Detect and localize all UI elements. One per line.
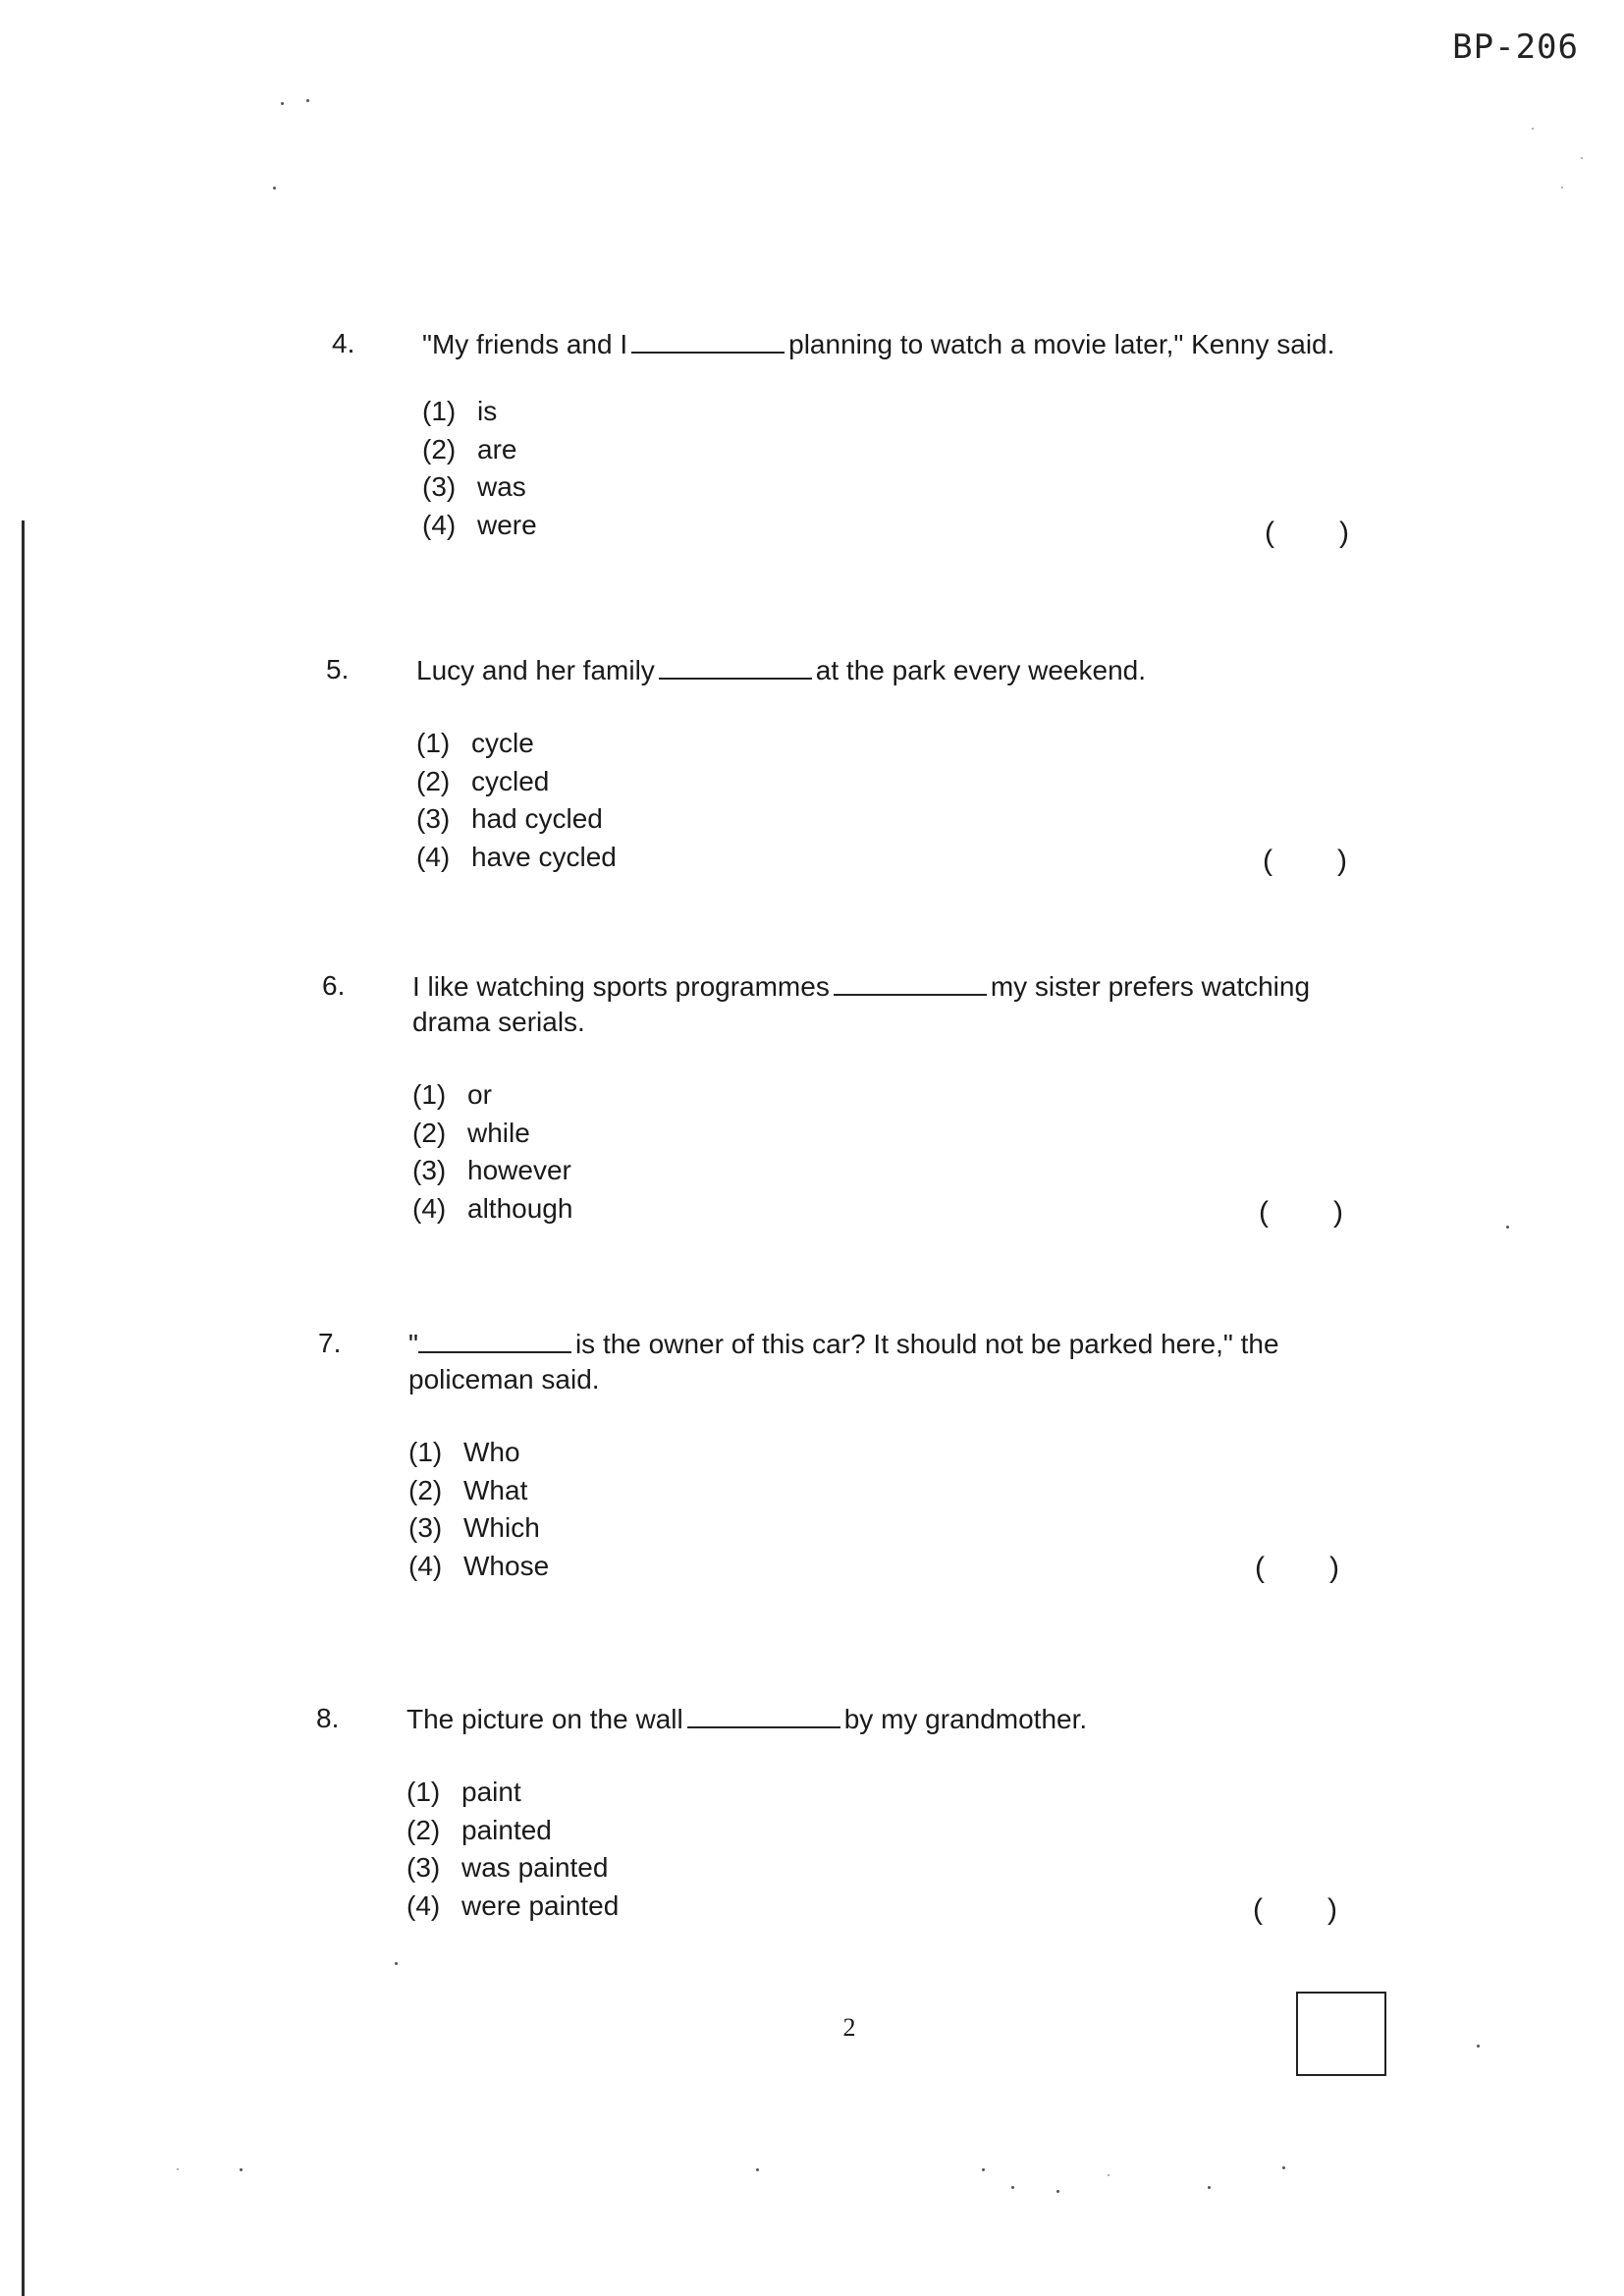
question-number: 7. xyxy=(318,1328,342,1358)
option-text: cycle xyxy=(471,728,534,758)
scan-speck xyxy=(1056,2190,1059,2193)
option xyxy=(422,393,537,431)
option-text: were painted xyxy=(461,1889,620,1921)
scan-speck xyxy=(1477,2045,1480,2048)
option-text: Whose xyxy=(463,1550,550,1581)
question-text xyxy=(416,652,1359,688)
question-text xyxy=(408,1326,1351,1397)
option-text: What xyxy=(463,1474,528,1505)
question-text xyxy=(412,968,1355,1040)
option-text: Who xyxy=(463,1437,520,1467)
option xyxy=(408,1472,549,1510)
option xyxy=(416,725,617,763)
option-number: (2) xyxy=(406,1814,441,1845)
scan-speck xyxy=(1011,2186,1014,2189)
option-number: (1) xyxy=(422,396,457,426)
option-number: (1) xyxy=(412,1079,447,1110)
option-number: (3) xyxy=(406,1852,441,1883)
question-text xyxy=(406,1701,1349,1737)
question-text-before: " xyxy=(408,1329,418,1359)
question-text-line2: drama serials. xyxy=(412,1007,585,1037)
answer-bracket[interactable]: ( ) xyxy=(1255,1552,1339,1584)
option-number: (1) xyxy=(408,1437,443,1467)
option xyxy=(406,1887,619,1926)
options-list xyxy=(422,393,537,544)
scan-speck xyxy=(395,1962,398,1965)
page-number: 2 xyxy=(842,2013,856,2042)
scan-speck xyxy=(1532,128,1534,130)
option-number: (1) xyxy=(416,728,451,758)
option-number: (3) xyxy=(412,1155,447,1185)
option xyxy=(422,468,537,507)
option-number: (2) xyxy=(412,1117,447,1148)
option-number: (2) xyxy=(422,433,457,465)
question-text-before: Lucy and her family xyxy=(416,655,655,685)
scan-speck xyxy=(273,187,276,190)
scan-speck xyxy=(756,2168,759,2171)
option xyxy=(416,839,617,877)
option-text: was painted xyxy=(461,1852,609,1883)
answer-bracket[interactable]: ( ) xyxy=(1253,1893,1337,1926)
scan-speck xyxy=(1282,2166,1285,2169)
scan-speck xyxy=(1208,2186,1211,2189)
option-text: paint xyxy=(461,1777,521,1807)
question-text xyxy=(422,326,1365,362)
option xyxy=(412,1115,572,1153)
options-list xyxy=(412,1076,572,1228)
option-text: had cycled xyxy=(471,803,603,834)
option-number: (3) xyxy=(416,803,451,834)
option-text: have cycled xyxy=(471,841,617,872)
answer-blank xyxy=(834,968,987,996)
answer-blank xyxy=(659,652,812,680)
question-text-before: "My friends and I xyxy=(422,329,628,359)
question-text-after: my sister prefers watching xyxy=(990,971,1311,1002)
answer-blank xyxy=(687,1701,840,1728)
answer-bracket[interactable]: ( ) xyxy=(1265,517,1349,549)
scan-speck xyxy=(281,102,284,105)
question-text-after: planning to watch a movie later," Kenny said. xyxy=(788,329,1335,359)
scan-speck xyxy=(982,2168,985,2171)
option-text: painted xyxy=(461,1814,552,1845)
answer-bracket[interactable]: ( ) xyxy=(1263,845,1347,877)
options-list xyxy=(406,1774,619,1925)
question-number: 4. xyxy=(332,328,355,358)
option xyxy=(422,507,537,545)
option xyxy=(408,1548,549,1586)
scan-speck xyxy=(1561,187,1563,189)
option xyxy=(406,1849,619,1887)
option xyxy=(412,1152,572,1190)
question-text-line2: policeman said. xyxy=(408,1364,600,1394)
question-number: 6. xyxy=(322,970,346,1001)
option-number: (3) xyxy=(408,1512,443,1543)
option-text: however xyxy=(467,1155,571,1185)
option xyxy=(412,1076,572,1115)
option xyxy=(408,1509,549,1548)
option-text: cycled xyxy=(471,765,550,796)
question-text-after: at the park every weekend. xyxy=(815,655,1146,685)
option-text: are xyxy=(477,433,517,465)
option xyxy=(406,1812,619,1850)
answer-blank xyxy=(631,326,785,354)
question-text-after: is the owner of this car? It should not be parked here," the xyxy=(574,1329,1279,1359)
scan-speck xyxy=(306,99,309,102)
option-text: or xyxy=(467,1079,492,1110)
option xyxy=(408,1434,549,1472)
option-text: Which xyxy=(463,1512,540,1543)
option-text: is xyxy=(477,396,498,426)
option-number: (4) xyxy=(408,1550,443,1581)
option-text: were xyxy=(477,509,537,540)
option-number: (2) xyxy=(408,1474,443,1505)
option-number: (4) xyxy=(406,1889,441,1921)
scan-speck xyxy=(240,2168,243,2171)
question-text-after: by my grandmother. xyxy=(843,1704,1088,1734)
options-list xyxy=(416,725,617,876)
option-number: (2) xyxy=(416,765,451,796)
option xyxy=(406,1774,619,1812)
option-number: (4) xyxy=(422,509,457,540)
question-number: 5. xyxy=(326,654,350,684)
question-text-before: I like watching sports programmes xyxy=(412,971,830,1002)
scan-speck xyxy=(177,2168,179,2170)
page-code: BP-206 xyxy=(1452,27,1579,67)
option-text: although xyxy=(467,1192,573,1224)
scan-speck xyxy=(1108,2174,1110,2176)
option-number: (3) xyxy=(422,471,457,502)
option-text: while xyxy=(467,1117,530,1148)
score-box[interactable] xyxy=(1296,1992,1386,2076)
option-number: (4) xyxy=(412,1192,447,1224)
answer-blank xyxy=(418,1326,571,1353)
question-text-before: The picture on the wall xyxy=(406,1704,683,1734)
option-text: was xyxy=(477,471,526,502)
question-number: 8. xyxy=(316,1703,340,1733)
option-number: (4) xyxy=(416,841,451,872)
option xyxy=(416,763,617,801)
scan-speck xyxy=(1506,1226,1509,1229)
scan-speck xyxy=(1581,157,1583,159)
option xyxy=(422,431,537,469)
option xyxy=(412,1190,572,1229)
answer-bracket[interactable]: ( ) xyxy=(1259,1196,1343,1229)
option xyxy=(416,800,617,839)
options-list xyxy=(408,1434,549,1585)
option-number: (1) xyxy=(406,1777,441,1807)
